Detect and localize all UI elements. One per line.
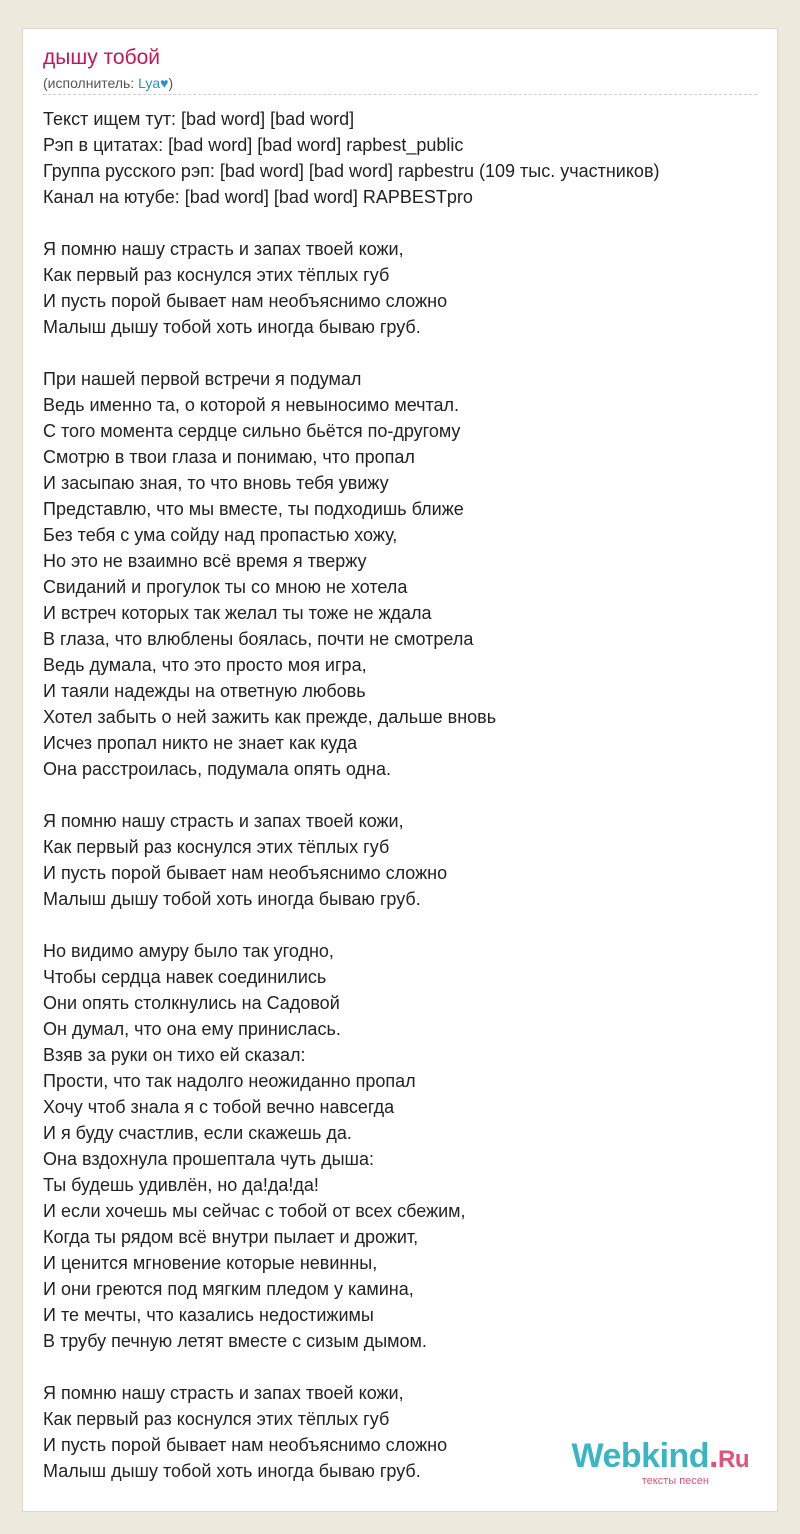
header-block — [43, 106, 759, 210]
header-line: Группа русского рэп: [bad word] [bad word] rapbestru (109 тыс. участников) — [43, 161, 660, 181]
logo-tld: Ru — [718, 1446, 749, 1473]
lyric-line: Как первый раз коснулся этих тёплых губ — [43, 265, 390, 285]
lyric-line: И пусть порой бывает нам необъяснимо сложно — [43, 291, 448, 311]
lyric-line: И ценится мгновение которые невинны, — [43, 1253, 378, 1273]
lyric-line: Она расстроилась, подумала опять одна. — [43, 759, 391, 779]
lyric-line: Ты будешь удивлён, но да!да!да! — [43, 1175, 319, 1195]
webkind-logo[interactable] — [549, 1439, 749, 1487]
lyric-line: Когда ты рядом всё внутри пылает и дрожит, — [43, 1227, 419, 1247]
stanza-chorus — [43, 808, 759, 912]
lyric-line: И засыпаю зная, то что вновь тебя увижу — [43, 473, 389, 493]
lyrics-body — [43, 106, 759, 1484]
lyric-line: Свиданий и прогулок ты со мною не хотела — [43, 577, 408, 597]
lyric-line: Взяв за руки он тихо ей сказал: — [43, 1045, 306, 1065]
stanza-chorus — [43, 236, 759, 340]
logo-dot: . — [709, 1437, 718, 1475]
stanza-verse-1 — [43, 366, 759, 782]
lyric-line: Как первый раз коснулся этих тёплых губ — [43, 837, 390, 857]
lyric-line: И если хочешь мы сейчас с тобой от всех сбежим, — [43, 1201, 466, 1221]
logo-wordmark — [549, 1439, 749, 1477]
lyric-line: Хочу чтоб знала я с тобой вечно навсегда — [43, 1097, 395, 1117]
lyric-line: Я помню нашу страсть и запах твоей кожи, — [43, 811, 404, 831]
artist-prefix: (исполнитель: — [43, 75, 139, 91]
lyric-line: Малыш дышу тобой хоть иногда бываю груб. — [43, 317, 421, 337]
header-line: Канал на ютубе: [bad word] [bad word] RAPBESTpro — [43, 187, 473, 207]
lyric-line: И встреч которых так желал ты тоже не ждала — [43, 603, 432, 623]
lyric-line: Малыш дышу тобой хоть иногда бываю груб. — [43, 1461, 421, 1481]
artist-line — [43, 74, 173, 92]
lyric-line: И те мечты, что казались недостижимы — [43, 1305, 374, 1325]
lyric-line: Хотел забыть о ней зажить как прежде, дальше вновь — [43, 707, 497, 727]
lyric-line: При нашей первой встречи я подумал — [43, 369, 362, 389]
lyric-line: Ведь думала, что это просто моя игра, — [43, 655, 367, 675]
lyric-line: И я буду счастлив, если скажешь да. — [43, 1123, 352, 1143]
header-line: Текст ищем тут: [bad word] [bad word] — [43, 109, 355, 129]
lyrics-card — [22, 28, 778, 1512]
lyric-line: Смотрю в твои глаза и понимаю, что пропал — [43, 447, 415, 467]
lyric-line: Представлю, что мы вместе, ты подходишь ближе — [43, 499, 464, 519]
lyric-line: С того момента сердце сильно бьётся по-другому — [43, 421, 461, 441]
logo-brand: Webkind — [571, 1437, 710, 1475]
lyric-line: Они опять столкнулись на Садовой — [43, 993, 340, 1013]
lyric-line: Но видимо амуру было так угодно, — [43, 941, 334, 961]
header-line: Рэп в цитатах: [bad word] [bad word] rapbest_public — [43, 135, 464, 155]
song-title: дышу тобой — [43, 46, 161, 69]
lyric-line: Я помню нашу страсть и запах твоей кожи, — [43, 239, 404, 259]
lyric-line: И они греются под мягким пледом у камина, — [43, 1279, 414, 1299]
lyric-line: Прости, что так надолго неожиданно пропал — [43, 1071, 416, 1091]
lyric-line: В глаза, что влюблены боялась, почти не смотрела — [43, 629, 474, 649]
lyric-line: Ведь именно та, о которой я невыносимо мечтал. — [43, 395, 460, 415]
lyric-line: И таяли надежды на ответную любовь — [43, 681, 366, 701]
lyric-line: В трубу печную летят вместе с сизым дымом. — [43, 1331, 427, 1351]
lyric-line: Исчез пропал никто не знает как куда — [43, 733, 358, 753]
lyric-line: И пусть порой бывает нам необъяснимо сложно — [43, 1435, 448, 1455]
lyric-line: Я помню нашу страсть и запах твоей кожи, — [43, 1383, 404, 1403]
lyric-line: Чтобы сердца навек соединились — [43, 967, 327, 987]
lyric-line: Как первый раз коснулся этих тёплых губ — [43, 1409, 390, 1429]
lyric-line: Но это не взаимно всё время я твержу — [43, 551, 367, 571]
artist-suffix: ) — [168, 75, 174, 91]
stanza-verse-2 — [43, 938, 759, 1354]
lyric-line: Малыш дышу тобой хоть иногда бываю груб. — [43, 889, 421, 909]
logo-tagline: тексты песен — [641, 1475, 709, 1487]
title-divider — [43, 94, 757, 95]
lyric-line: Он думал, что она ему принислась. — [43, 1019, 341, 1039]
lyric-line: И пусть порой бывает нам необъяснимо сложно — [43, 863, 448, 883]
lyric-line: Она вздохнула прошептала чуть дыша: — [43, 1149, 374, 1169]
artist-link[interactable]: Lya♥ — [138, 75, 169, 91]
lyric-line: Без тебя с ума сойду над пропастью хожу, — [43, 525, 398, 545]
